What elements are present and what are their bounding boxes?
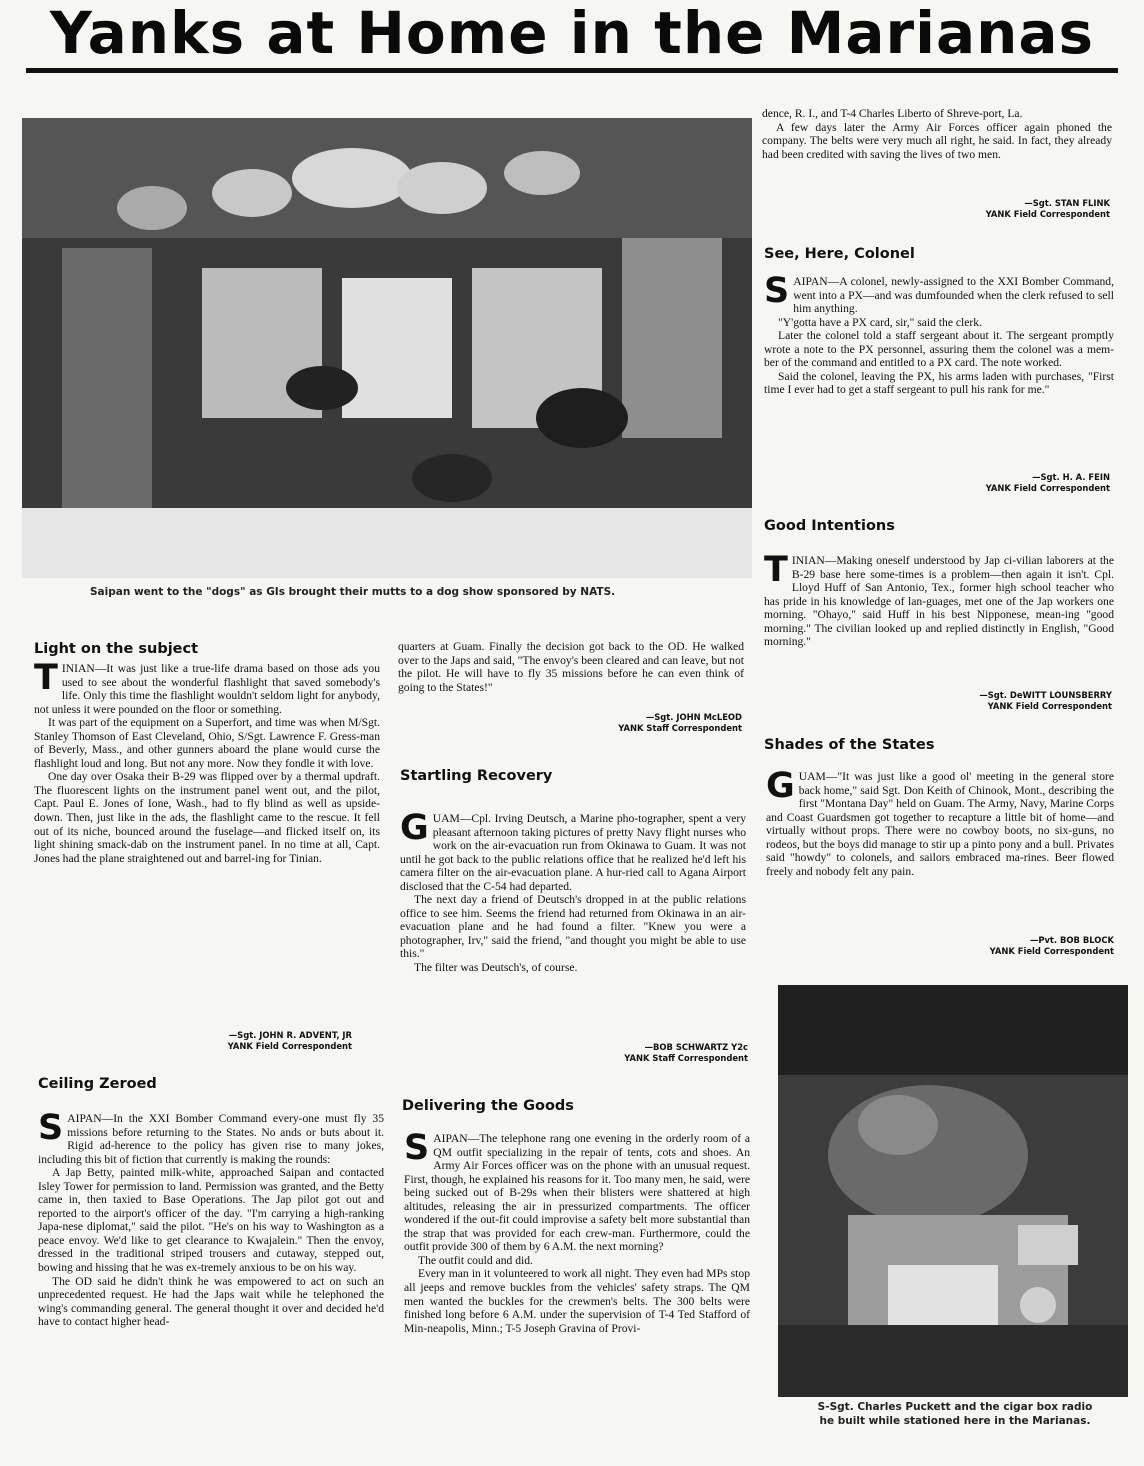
colonel-sig-title: YANK Field Correspondent (985, 483, 1110, 493)
colonel-paragraph-3: Later the colonel told a staff sergeant about it. The sergeant promptly wrote a note to the PX personnel, assuring them the colonel was a mem-ber of the command and entitled to a PX card. The note worked. (764, 329, 1114, 370)
headline-rule (26, 68, 1118, 73)
startling-recovery-body (400, 812, 746, 1042)
colonel-paragraph-1: —A colonel, newly-assigned to the XXI Bomber Command, went into a PX—and was dumfounded when the clerk refused to sell him anything. (793, 275, 1114, 316)
see-here-colonel-body (764, 275, 1114, 469)
startling-paragraph-2: The next day a friend of Deutsch's dropped in at the public relations office to see him. Seems the friend had returned from Okinawa in an air-evacuation plane and he had found a filter. "Knew you were a photographer, Irv," said the friend, "and thought you might be able to use this." (400, 893, 746, 961)
ceiling-sig-title: YANK Staff Correspondent (618, 723, 742, 733)
page-headline: Yanks at Home in the Marianas (49, 0, 1095, 67)
shades-paragraph-1: —"It was just like a good ol' meeting in the general store back home," said Sgt. Don Keith of Chinook, Mont., describing the first "Montana Day" held on Guam. The Army, Navy, Marine Corps and Coast Guardsmen got together to recapture a little bit of home—and virtually without props. There were no cowboy boots, no six-guns, no rodeos, but the boys did manage to stir up a pinto pony and a bull. Privates said "howdy" to colonels, and sailors embraced ma-rines. Beer flowed freely and nobody felt any pain. (766, 770, 1114, 878)
colonel-dropcap: S (764, 275, 790, 311)
delivering-the-goods-body (404, 1132, 750, 1462)
radio-caption-line-1: S-Sgt. Charles Puckett and the cigar box radio (817, 1401, 1093, 1413)
ceiling-signature (520, 712, 742, 734)
delivering-continuation-1: dence, R. I., and T-4 Charles Liberto of Shreve-port, La. (762, 107, 1023, 120)
startling-dropcap: G (400, 812, 429, 848)
delivering-the-goods-heading: Delivering the Goods (402, 1098, 574, 1114)
ceiling-dropcap: S (38, 1112, 64, 1148)
ceiling-place: AIPAN (67, 1112, 102, 1125)
light-paragraph-2: It was part of the equipment on a Superfort, and time was when M/Sgt. Stanley Thomson of East Cleveland, Ohio, S/Sgt. Lawrence F. Gress-man of Beverly, Mass., and other gunners aboard the plane would curse the flashlight loud and long. But not any more. Now they fondle it with love. (34, 716, 380, 770)
intentions-place: INIAN (791, 554, 825, 567)
startling-paragraph-1: —Cpl. Irving Deutsch, a Marine pho-tographer, spent a very pleasant afternoon taking pictures of pretty Navy flight nurses who work on the air-evacuation run from Okinawa to Guam. It was not until he got back to the public relations office that he realized he'd left his camera filter on the air-evacuation plane. A hur-ried call to Agana Airport disclosed that the C-54 had departed. (400, 812, 746, 893)
colonel-signature (900, 472, 1110, 494)
light-dropcap: T (34, 662, 58, 698)
shades-of-the-states-body (766, 770, 1114, 948)
ceiling-paragraph-2: A Jap Betty, painted milk-white, approached Saipan and contacted Isley Tower for permission to land. Permission was granted, and the Betty came in, then taxied to Base Operations. The Jap pilot got out and reported to the airport's officer of the day. "I'm carrying a high-ranking Japa-nese diplomat," said the pilot. "He's on his way to Washington as a peace envoy. We'd like to get clearance to Kwajalein." Then the envoy, dressed in the traditional striped trousers and cutaway, stepped out, bowing and hissing that he was ex-tremely anxious to be on his way. (38, 1166, 384, 1275)
light-sig-name: —Sgt. JOHN R. ADVENT, JR (228, 1030, 352, 1040)
delivering-continuation-2: A few days later the Army Air Forces officer again phoned the company. The belts were very much all right, he said. In fact, they already had been credited with saving the lives of two men. (762, 120, 1112, 161)
colonel-place: AIPAN (793, 275, 828, 288)
light-signature (150, 1030, 352, 1052)
startling-sig-title: YANK Staff Correspondent (624, 1053, 748, 1063)
good-intentions-heading: Good Intentions (764, 518, 895, 534)
startling-paragraph-3: The filter was Deutsch's, of course. (414, 961, 578, 975)
good-intentions-body (764, 554, 1114, 690)
intentions-sig-title: YANK Field Correspondent (987, 701, 1112, 711)
see-here-colonel-heading: See, Here, Colonel (764, 246, 915, 262)
delivering-dropcap: S (404, 1132, 430, 1168)
delivering-paragraph-2: The outfit could and did. (418, 1253, 533, 1267)
shades-place: UAM (798, 770, 826, 783)
ceiling-zeroed-heading: Ceiling Zeroed (38, 1076, 157, 1092)
ceiling-zeroed-body (38, 1112, 384, 1464)
radio-photo-caption (782, 1400, 1128, 1428)
shades-sig-title: YANK Field Correspondent (989, 946, 1114, 956)
ceiling-paragraph-1: —In the XXI Bomber Command every-one must fly 35 missions before returning to the States. No ands or buts about it. Rigid ad-herence to the policy has given rise to many jokes, including this bit of fiction that currently is making the rounds: (38, 1112, 384, 1166)
dog-show-photo-caption: Saipan went to the "dogs" as GIs brought their mutts to a dog show sponsored by NATS. (90, 586, 616, 598)
dog-show-photo (22, 118, 752, 578)
colonel-sig-name: —Sgt. H. A. FEIN (1032, 472, 1110, 482)
startling-sig-name: —BOB SCHWARTZ Y2c (644, 1042, 748, 1052)
delivering-paragraph-3: Every man in it volunteered to work all night. They even had MPs stop all jeeps and remove buckles from the vehicles' safety straps. The QM men wanted the buckles for the crewmen's belts. The 300 belts were finished long before 6 A.M. under the supervision of T-4 Ted Stafford of Min-neapolis, Minn.; T-5 Joseph Gravina of Provi- (404, 1267, 750, 1335)
light-on-the-subject-heading: Light on the subject (34, 641, 199, 657)
colonel-paragraph-4: Said the colonel, leaving the PX, his arms laden with purchases, "First time I ever had to get a staff sergeant to pull his rank for me." (764, 369, 1114, 397)
delivering-paragraph-1: —The telephone rang one evening in the orderly room of a QM outfit specializing in the repair of tents, cots and shoes. An Army Air Forces officer was on the phone with an unusual request. First, though, he explained his reasons for it. Too many men, he said, were being sucked out of B-29s when their blisters were shattered at high altitudes, releasing the air in pressurized compartments. The officer wondered if the out-fit could improvise a safety belt more substantial than the strap that was provided for each crew-man. Furthermore, could the outfit provide 300 of them by 6 A.M. the next morning? (404, 1132, 750, 1254)
intentions-signature (880, 690, 1112, 712)
shades-signature (900, 935, 1114, 957)
colonel-paragraph-2: "Y'gotta have a PX card, sir," said the clerk. (778, 315, 982, 329)
shades-of-the-states-heading: Shades of the States (764, 737, 935, 753)
intentions-sig-name: —Sgt. DeWITT LOUNSBERRY (979, 690, 1112, 700)
startling-signature (530, 1042, 748, 1064)
intentions-dropcap: T (764, 554, 788, 590)
ceiling-sig-name: —Sgt. JOHN McLEOD (645, 712, 742, 722)
light-paragraph-1: INIAN—It was just like a true-life drama based on those ads you used to see about the wonderful flashlight that saved somebody's life. Only this time the flashlight wouldn't seldom light for anybody, not unless it were pounded on the floor or something. (34, 662, 380, 716)
shades-sig-name: —Pvt. BOB BLOCK (1029, 935, 1114, 945)
light-sig-title: YANK Field Correspondent (227, 1041, 352, 1051)
shades-dropcap: G (766, 770, 795, 806)
light-paragraph-3: One day over Osaka their B-29 was flipped over by a thermal updraft. The fluorescent lights on the instrument panel went out, and the pilot, Capt. Paul E. Jones of Ione, Wash., had to fly blind as well as upside-down. Then, just like in the ads, the flashlight came to the rescue. It fell out of its niche, bounced around the fuselage—and flicked itself on, its light shining smack-dab on the instrument panel. In no time at all, Capt. Jones had the plane straightened out and barrel-ing for Tinian. (34, 770, 380, 865)
startling-recovery-heading: Startling Recovery (400, 768, 553, 784)
delivering-the-goods-continuation (762, 107, 1112, 195)
delivering-sig-name: —Sgt. STAN FLINK (1024, 198, 1110, 208)
ceiling-paragraph-3: The OD said he didn't think he was empowered to act on such an unprecedented request. He had the Japs wait while he telephoned the wing's commanding general. The general thought it over and decided he'd have to contact higher head- (38, 1274, 384, 1329)
radio-caption-line-2: he built while stationed here in the Marianas. (819, 1415, 1091, 1427)
light-on-the-subject-body (34, 662, 380, 1028)
ceiling-continuation-text: quarters at Guam. Finally the decision got back to the OD. He walked over to the Japs and said, "The envoy's been cleared and can leave, but not the pilot. He will have to fly 35 missions before he can even think of going to the States!" (398, 640, 744, 694)
startling-place: UAM (432, 812, 460, 825)
radio-photo (778, 985, 1128, 1397)
intentions-paragraph-1: —Making oneself understood by Jap ci-vilian laborers at the B-29 base here some-times is a problem—then again it isn't. Cpl. Lloyd Huff of San Antonio, Tex., former high school teacher who has pride in his knowledge of lan-guages, met one of the Jap workers one morning. "Ohayo," said Huff in his best Nipponese, mean-ing "good morning." The civilian looked up and replied distinctly in English, "Good morning." (764, 554, 1114, 649)
delivering-place: AIPAN (433, 1132, 468, 1145)
delivering-sig-title: YANK Field Correspondent (985, 209, 1110, 219)
ceiling-zeroed-continuation (398, 640, 744, 720)
delivering-signature (900, 198, 1110, 220)
